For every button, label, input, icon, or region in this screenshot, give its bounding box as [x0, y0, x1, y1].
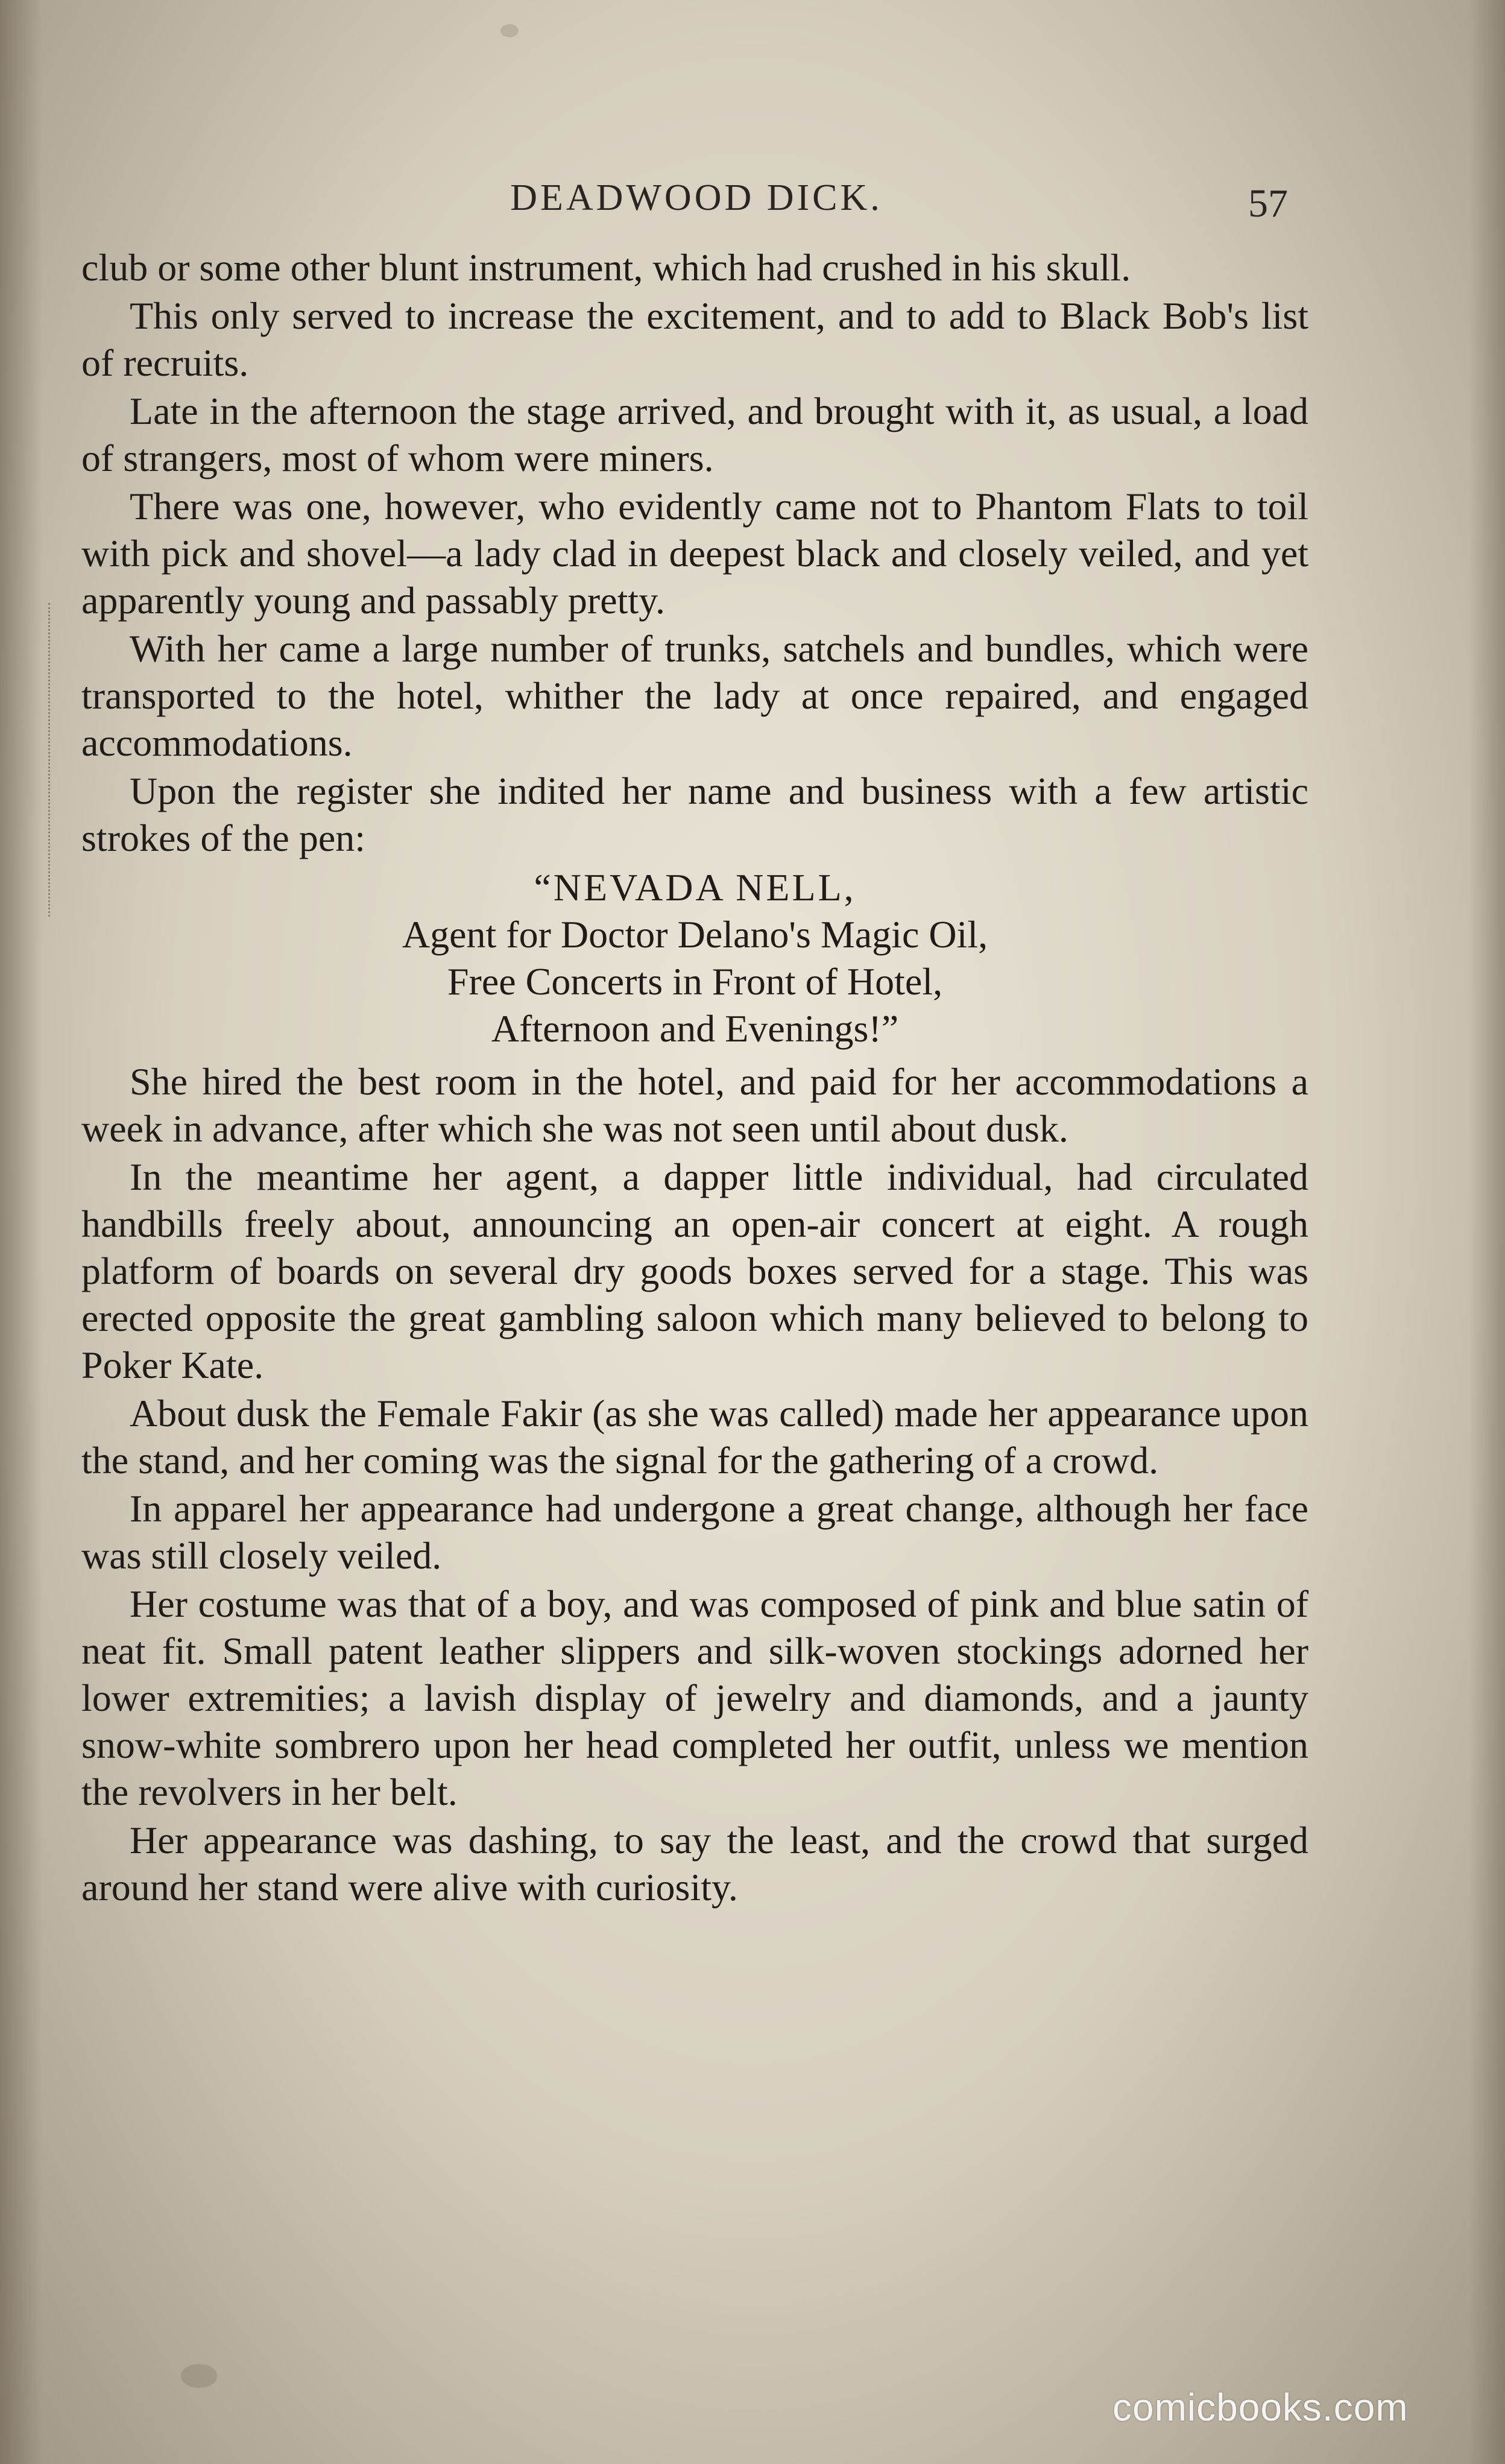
paragraph: This only served to increase the excitement, and to add to Black Bob's list of recruits. — [81, 294, 1308, 384]
paragraph: Her appearance was dashing, to say the least, and the crowd that surged around her stand were alive with curiosity. — [81, 1819, 1308, 1909]
paragraph: In apparel her appearance had undergone a great change, although her face was still closely veiled. — [81, 1487, 1308, 1577]
page-right-edge-shadow — [1469, 0, 1505, 2464]
margin-pencil-mark — [48, 603, 67, 917]
paragraph: She hired the best room in the hotel, and paid for her accommodations a week in advance, after which she was not seen until about dusk. — [81, 1060, 1308, 1150]
page-stain — [181, 2364, 217, 2388]
running-head — [0, 172, 1505, 226]
register-notice — [81, 864, 1308, 1052]
notice-line: Free Concerts in Front of Hotel, — [447, 960, 943, 1003]
page-left-edge-shadow — [0, 0, 42, 2464]
paragraph: In the meantime her agent, a dapper little individual, had circulated handbills freely about, announcing an open-air concert at eight. A rough platform of boards on several dry goods boxes served for a stage. This was erected opposite the great gambling saloon which many believed to belong to Poker Kate. — [81, 1155, 1308, 1386]
body-text — [81, 244, 1308, 1912]
running-head-title: DEADWOOD DICK. — [510, 177, 883, 218]
page-stain — [500, 24, 519, 37]
notice-line: Agent for Doctor Delano's Magic Oil, — [402, 913, 988, 956]
paragraph: About dusk the Female Fakir (as she was called) made her appearance upon the stand, and her coming was the signal for the gathering of a crowd. — [81, 1392, 1308, 1482]
notice-line: “NEVADA NELL, — [534, 866, 856, 909]
paragraph: There was one, however, who evidently came not to Phantom Flats to toil with pick and shovel—a lady clad in deepest black and closely veiled, and yet apparently young and passably pretty. — [81, 485, 1308, 622]
watermark: comicbooks.com — [1112, 2386, 1409, 2429]
paragraph: club or some other blunt instrument, which had crushed in his skull. — [81, 246, 1131, 289]
paragraph: Late in the afternoon the stage arrived, and brought with it, as usual, a load of strangers, most of whom were miners. — [81, 390, 1308, 479]
page-number: 57 — [1248, 182, 1288, 226]
notice-line: Afternoon and Evenings!” — [491, 1007, 899, 1050]
paragraph: With her came a large number of trunks, satchels and bundles, which were transported to the hotel, whither the lady at once repaired, and engaged accommodations. — [81, 627, 1308, 764]
paragraph: Upon the register she indited her name and business with a few artistic strokes of the pen: — [81, 769, 1308, 859]
paragraph: Her costume was that of a boy, and was composed of pink and blue satin of neat fit. Small patent leather slippers and silk-woven stockings adorned her lower extremities; a lavish display of jewelry and diamonds, and a jaunty snow-white sombrero upon her head completed her outfit, unless we mention the revolvers in her belt. — [81, 1582, 1308, 1813]
